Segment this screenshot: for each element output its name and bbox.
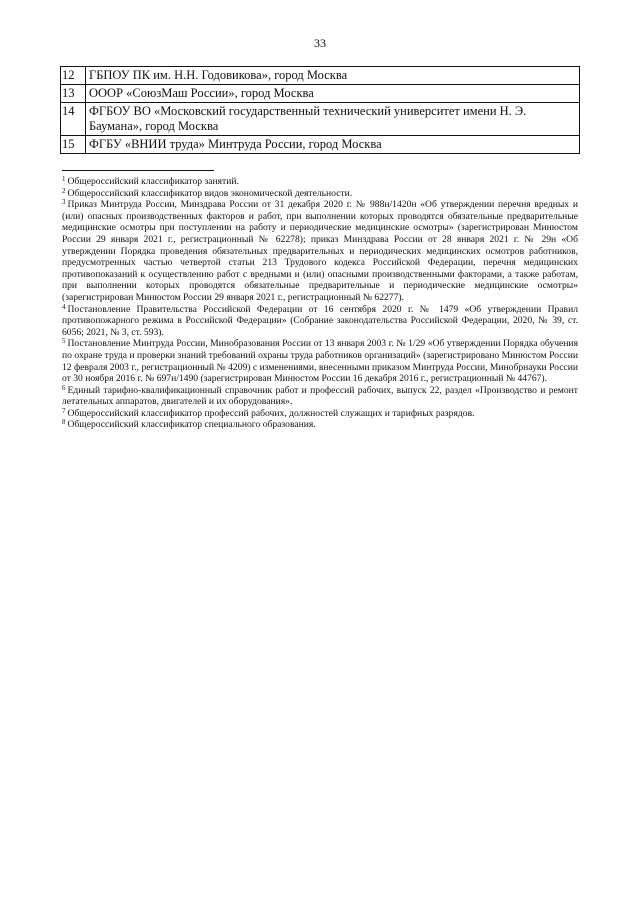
footnote-mark: 4: [62, 302, 66, 311]
table-row: [61, 67, 580, 85]
footnote: [62, 419, 578, 431]
footnote-text: Постановление Минтруда России, Минобразования России от 13 января 2003 г. № 1/29 «Об утверждении Порядка обучения по охране труда и проверки знаний требований охраны труда работников организаций» (зарегистрировано Минюстом России 12 февраля 2003 г., регистрационный № 4209) с изменениями, внесенными приказом Минтруда России, Минобрнауки России от 30 ноября 2016 г. № 697н/1490 (зарегистрирован Минюстом России 16 декабря 2016 г., регистрационный № 44767).: [62, 338, 578, 385]
page-number: 33: [314, 36, 326, 50]
organization-name: ФГБОУ ВО «Московский государственный технический университет имени Н. Э. Баумана», город Москва: [86, 103, 580, 136]
footnote-mark: 2: [62, 186, 66, 195]
footnote: [62, 304, 578, 339]
footnote-text: Единый тарифно-квалификационный справочник работ и профессий рабочих, выпуск 22, раздел «Производство и ремонт летательных аппаратов, двигателей и их оборудования».: [62, 384, 578, 408]
footnote: [62, 338, 578, 384]
footnote: [62, 176, 578, 188]
footnote: [62, 408, 578, 420]
organization-name: ГБПОУ ПК им. Н.Н. Годовикова», город Москва: [86, 67, 580, 85]
organization-name: ФГБУ «ВНИИ труда» Минтруда России, город Москва: [86, 136, 580, 154]
footnote-text: Приказ Минтруда России, Минздрава России от 31 декабря 2020 г. № 988н/1420н «Об утверждении перечня вредных и (или) опасных производственных факторов и работ, при выполнении которых проводятся обязательные предварительные медицинские осмотры при поступлении на работу и периодические медицинские осмотры» (зарегистрирован Минюстом России 29 января 2021 г., регистрационный № 62278); приказ Минздрава России от 28 января 2021 г. № 29н «Об утверждении Порядка проведения обязательных предварительных и периодических медицинских осмотров работников, предусмотренных частью четвертой статьи 213 Трудового кодекса Российской Федерации, перечня медицинских противопоказаний к осуществлению работ с вредными и (или) опасными производственными факторами, а также работам, при выполнении которых проводятся обязательные предварительные и периодические медицинские осмотры» (зарегистрирован Минюстом России 29 января 2021 г., регистрационный № 62277).: [62, 199, 578, 303]
footnote-text: Общероссийский классификатор профессий рабочих, должностей служащих и тарифных разрядов.: [67, 407, 475, 419]
footnote-text: Общероссийский классификатор занятий.: [67, 176, 239, 187]
footnote: [62, 199, 578, 303]
footnote-mark: 3: [62, 198, 66, 207]
footnote-text: Общероссийский классификатор видов экономической деятельности.: [67, 187, 353, 199]
footnotes: [62, 176, 578, 431]
organizations-table: [60, 66, 580, 154]
row-number: 13: [61, 85, 86, 103]
footnote-mark: 7: [62, 406, 66, 415]
footnote-mark: 6: [62, 383, 66, 392]
footnote-mark: 1: [62, 175, 66, 183]
organization-name: ОООР «СоюзМаш России», город Москва: [86, 85, 580, 103]
table-row: [61, 85, 580, 103]
table-row: [61, 103, 580, 136]
footnote: [62, 385, 578, 408]
footnote-mark: 5: [62, 337, 66, 346]
footnote: [62, 188, 578, 200]
row-number: 12: [61, 67, 86, 85]
footnote-text: Постановление Правительства Российской Федерации от 16 сентября 2020 г. № 1479 «Об утверждении Правил противопожарного режима в Российской Федерации» (Собрание законодательства Российской Федерации, 2020, № 39, ст. 6056; 2021, № 3, ст. 593).: [62, 303, 578, 338]
row-number: 15: [61, 136, 86, 154]
footnote-text: Общероссийский классификатор специального образования.: [67, 419, 316, 431]
footnote-separator: [62, 170, 214, 171]
footnote-mark: 8: [62, 418, 66, 427]
row-number: 14: [61, 103, 86, 136]
table-row: [61, 136, 580, 154]
